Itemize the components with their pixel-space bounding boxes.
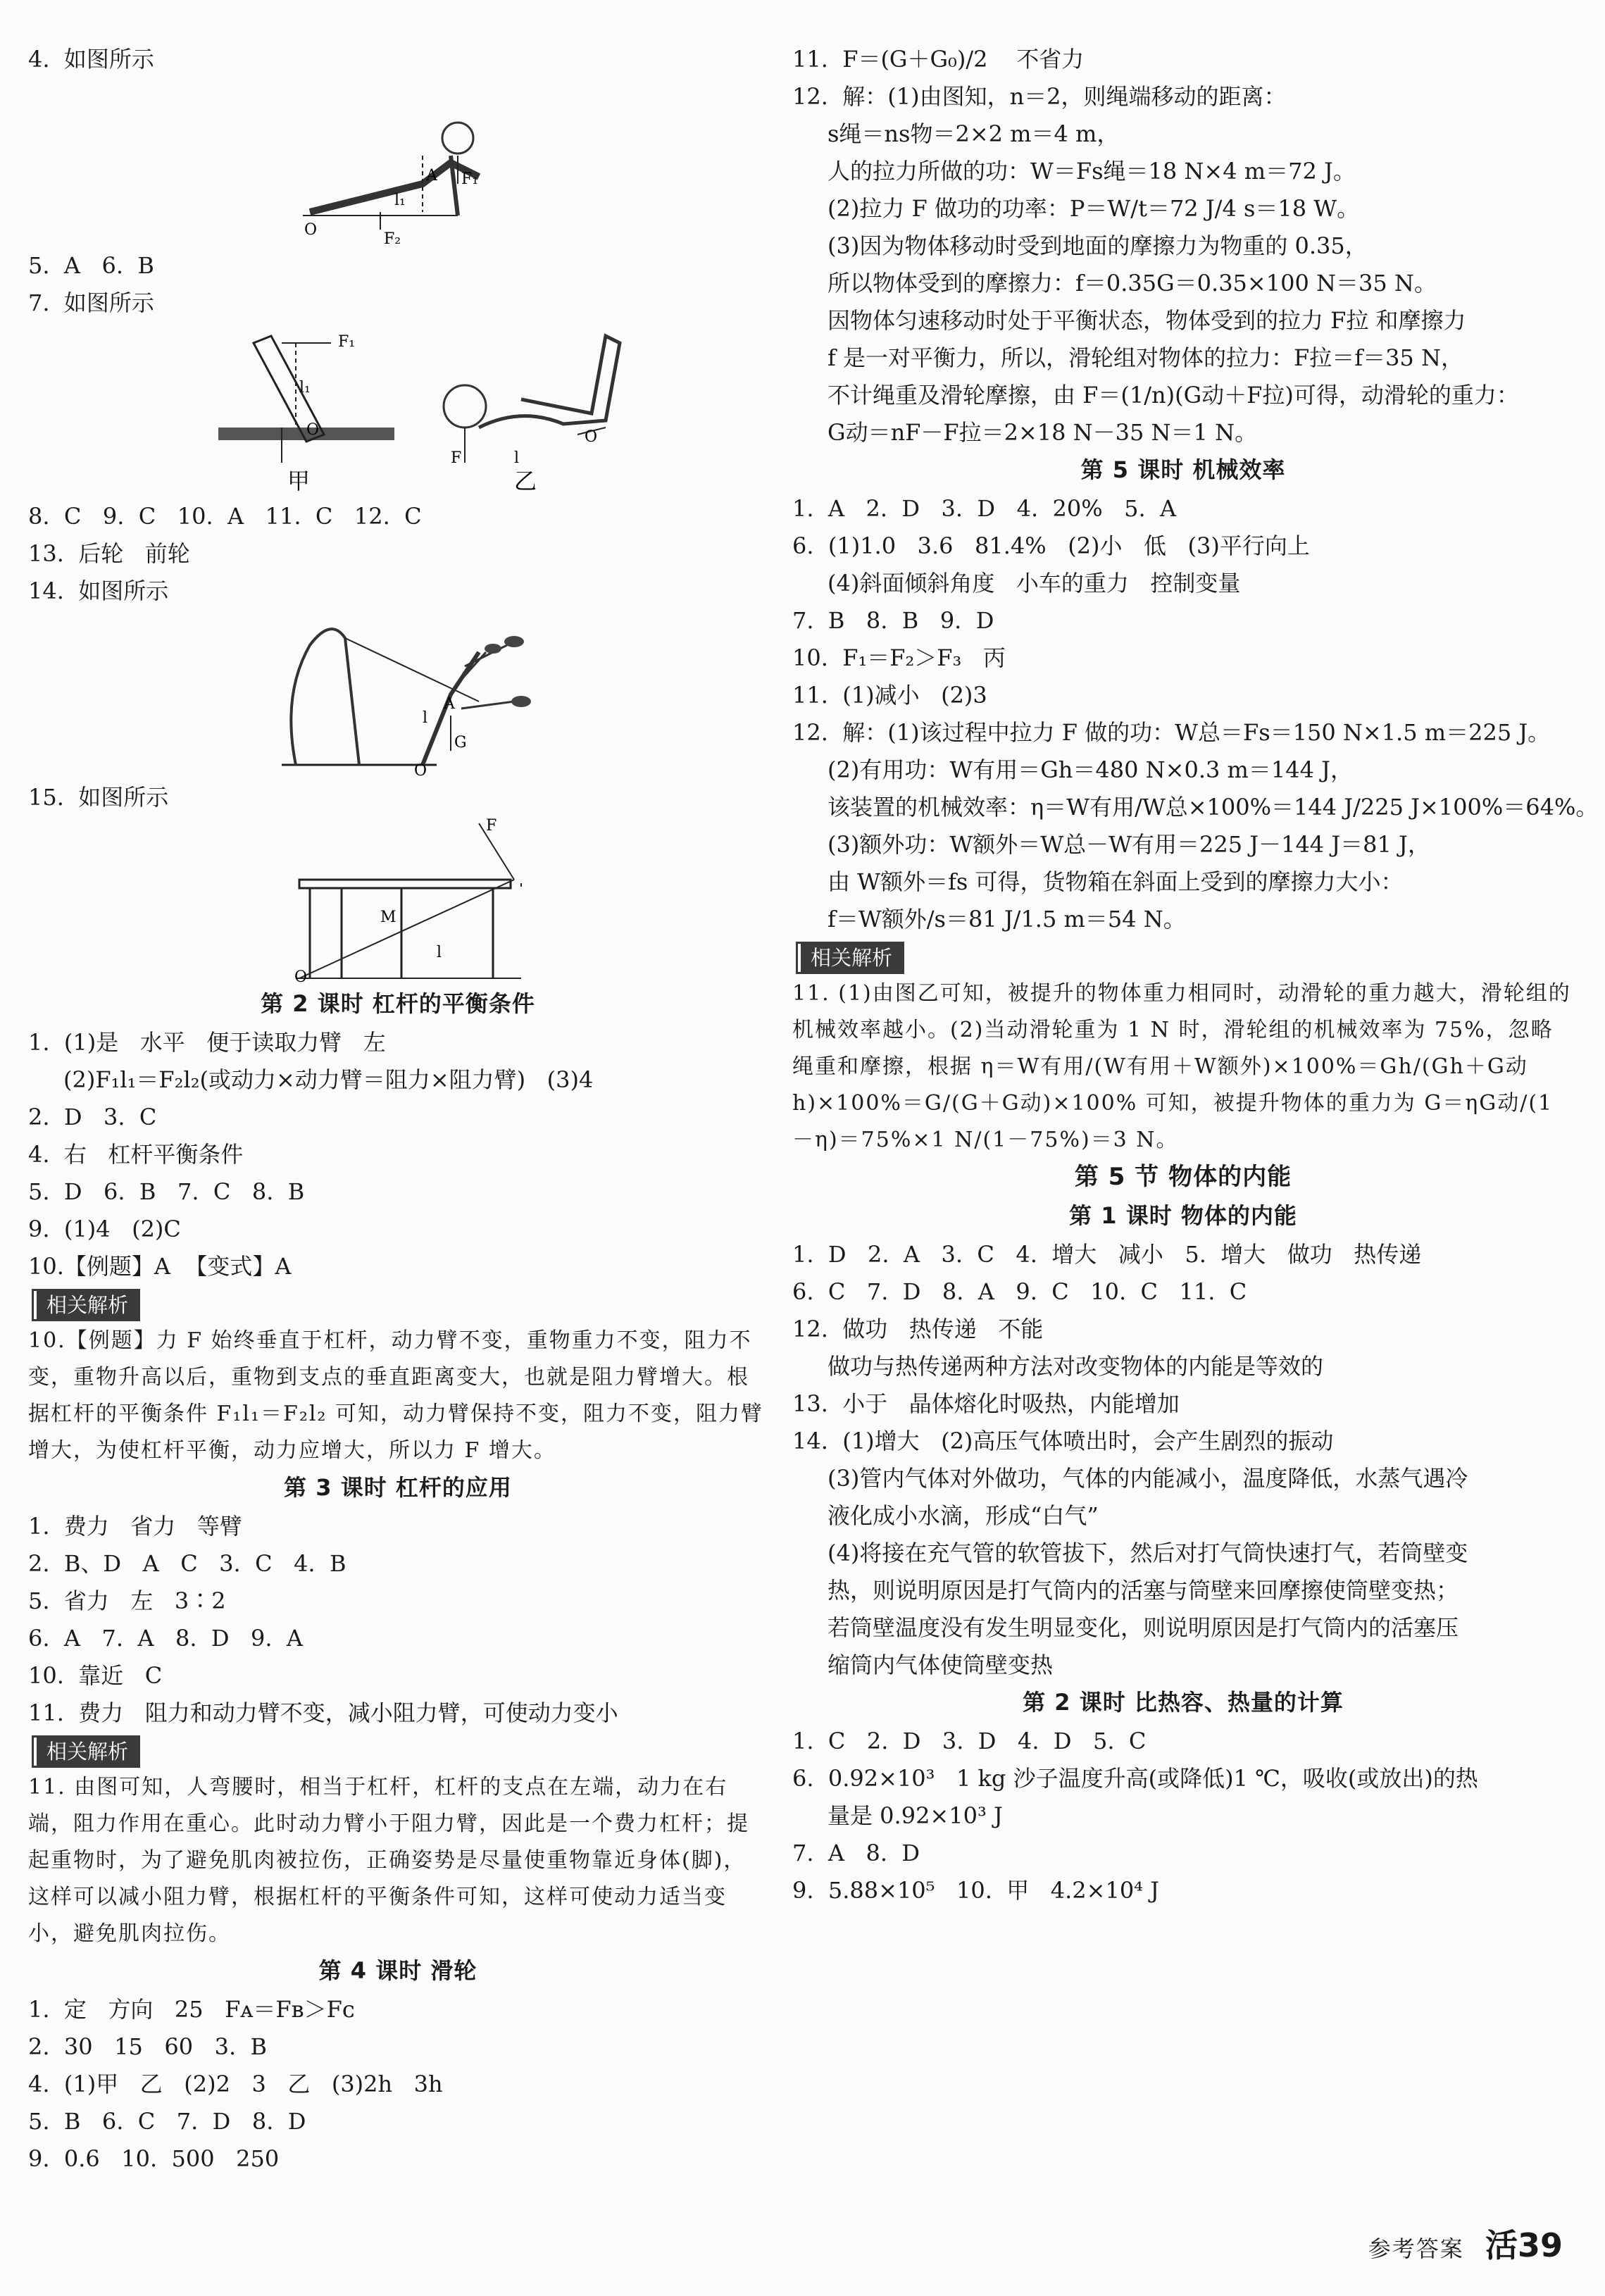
answer-line: 8. C 9. C 10. A 11. C 12. C [28, 503, 422, 530]
answer-line: (2)F₁l₁＝F₂l₂(或动力×动力臂＝阻力×阻力臂) (3)4 [63, 1066, 594, 1093]
answer-line: 2. D 3. C [28, 1104, 157, 1130]
answer-line: 14. (1)增大 (2)高压气体喷出时，会产生剧烈的振动 [792, 1428, 1334, 1454]
answer-line: 5. B 6. C 7. D 8. D [28, 2108, 306, 2135]
answer-line: 9. 5.88×10⁵ 10. 甲 4.2×10⁴ J [792, 1877, 1160, 1904]
answer-line: (4)斜面倾斜角度 小车的重力 控制变量 [828, 570, 1241, 597]
answer-line: (3)管内气体对外做功，气体的内能减小，温度降低，水蒸气遇冷 [828, 1465, 1468, 1492]
svg-text:F₁: F₁ [338, 333, 356, 351]
svg-text:O: O [304, 221, 318, 239]
svg-text:l₁: l₁ [299, 379, 311, 397]
svg-text:O: O [414, 762, 427, 780]
svg-text:l: l [514, 449, 520, 467]
answer-line: 15. 如图所示 [28, 784, 169, 811]
svg-text:O: O [585, 428, 598, 446]
answer-line: 5. A 6. B [28, 252, 154, 279]
answer-line: f 是一对平衡力，所以，滑轮组对物体的拉力：F拉＝f＝35 N， [828, 344, 1463, 371]
section-heading: 第 3 课时 杠杆的应用 [284, 1474, 512, 1501]
answer-line: 10.【例题】A 【变式】A [28, 1253, 292, 1280]
svg-text:A: A [426, 167, 437, 185]
svg-text:F: F [486, 817, 497, 835]
answer-line: 人的拉力所做的功：W＝Fs绳＝18 N×4 m＝72 J。 [828, 158, 1356, 185]
answer-line: (3)额外功：W额外＝W总－W有用＝225 J－144 J＝81 J， [828, 831, 1430, 858]
answer-line: 7. A 8. D [792, 1840, 920, 1866]
answer-line: 10. 靠近 C [28, 1662, 163, 1689]
answer-line: 12. 做功 热传递 不能 [792, 1316, 1044, 1342]
answer-line: 11. (1)减小 (2)3 [792, 682, 987, 709]
analysis-text: 11. 由图可知，人弯腰时，相当于杠杆，杠杆的支点在左端，动力在右端，阻力作用在重心。此时动力臂小于阻力臂，因此是一个费力杠杆；提起重物时，为了避免肌肉被拉伤，正确姿势是尽量使重物靠近身体(脚)，这样可以减小阻力臂，根据杠杆的平衡条件可知，这样可使动力适当变小，避免肌肉拉伤。 [28, 1775, 749, 1946]
svg-text:M: M [380, 909, 396, 926]
analysis-tag: 相关解析 [34, 1291, 138, 1319]
answer-line: 1. C 2. D 3. D 4. D 5. C [792, 1728, 1147, 1754]
answer-line: 2. 30 15 60 3. B [28, 2033, 267, 2060]
answer-line: 12. 解：(1)由图知，n＝2，则绳端移动的距离： [792, 83, 1287, 110]
answer-line: 11. 费力 阻力和动力臂不变，减小阻力臂，可使动力变小 [28, 1699, 618, 1726]
answer-line: 2. B、D A C 3. C 4. B [28, 1550, 346, 1577]
answer-line: 液化成小水滴，形成“白气” [828, 1502, 1099, 1529]
answer-line: 所以物体受到的摩擦力：f＝0.35G＝0.35×100 N＝35 N。 [828, 270, 1437, 297]
svg-text:G: G [454, 734, 467, 751]
answer-line: 5. 省力 左 3∶2 [28, 1587, 226, 1614]
svg-text:F: F [451, 449, 462, 467]
answer-line: (3)因为物体移动时受到地面的摩擦力为物重的 0.35， [828, 232, 1368, 259]
figure-tree-lever [28, 610, 768, 779]
page-number: 活39 [1485, 2226, 1563, 2264]
answer-line: 13. 小于 晶体熔化时吸热，内能增加 [792, 1390, 1180, 1417]
answer-line: 缩筒内气体使筒壁变热 [828, 1652, 1054, 1678]
answer-line: 4. 右 杠杆平衡条件 [28, 1141, 244, 1168]
answer-line: 4. (1)甲 乙 (2)2 3 乙 (3)2h 3h [28, 2071, 443, 2097]
answer-line: G动＝nF－F拉＝2×18 N－35 N＝1 N。 [828, 419, 1258, 446]
svg-text:l: l [437, 944, 442, 961]
answer-line: s绳＝ns物＝2×2 m＝4 m， [828, 120, 1120, 147]
section-heading: 第 2 课时 杠杆的平衡条件 [261, 990, 535, 1017]
answer-line: 13. 后轮 前轮 [28, 540, 190, 567]
page-footer [1368, 2227, 1563, 2268]
section-heading: 第 1 课时 物体的内能 [1069, 1202, 1297, 1229]
answer-line: 6. A 7. A 8. D 9. A [28, 1625, 304, 1652]
answer-line: 6. (1)1.0 3.6 81.4% (2)小 低 (3)平行向上 [792, 532, 1310, 559]
figure-table-lever [28, 816, 768, 985]
answer-line: 1. D 2. A 3. C 4. 增大 减小 5. 增大 做功 热传递 [792, 1241, 1422, 1268]
svg-text:l₁: l₁ [394, 192, 406, 209]
answer-line: 1. (1)是 水平 便于读取力臂 左 [28, 1029, 386, 1056]
answer-line: 若筒壁温度没有发生明显变化，则说明原因是打气筒内的活塞压 [828, 1614, 1459, 1641]
answer-line: 做功与热传递两种方法对改变物体的内能是等效的 [828, 1353, 1324, 1380]
left-column [28, 41, 768, 2178]
section-heading: 第 5 节 物体的内能 [1074, 1163, 1292, 1191]
figure-lever-jia-yi [28, 322, 768, 498]
answer-line: 4. 如图所示 [28, 46, 154, 73]
section-heading: 第 4 课时 滑轮 [318, 1957, 477, 1984]
answer-line: 7. B 8. B 9. D [792, 607, 994, 634]
answer-line: (4)将接在充气管的软管拔下，然后对打气筒快速打气，若筒壁变 [828, 1540, 1468, 1566]
section-heading: 第 2 课时 比热容、热量的计算 [1023, 1689, 1344, 1716]
footer-label: 参考答案 [1368, 2235, 1464, 2262]
answer-line: 不计绳重及滑轮摩擦，由 F＝(1/n)(G动＋F拉)可得，动滑轮的重力： [828, 382, 1519, 408]
answer-line: 该装置的机械效率：η＝W有用/W总×100%＝144 J/225 J×100%＝64%。 [828, 794, 1599, 821]
answer-line: 9. (1)4 (2)C [28, 1216, 181, 1242]
analysis-text: 10.【例题】力 F 始终垂直于杠杆，动力臂不变，重物重力不变，阻力不变，重物升高以后，重物到支点的垂直距离变大，也就是阻力臂增大。根据杠杆的平衡条件 F₁l₁＝F₂l₂ 可知，动力臂保持不变，阻力不变，阻力臂增大，为使杠杆平衡，动力应增大，所以力 F 增大。 [28, 1328, 763, 1463]
answer-line: 7. 如图所示 [28, 289, 154, 316]
svg-text:A: A [444, 695, 455, 713]
svg-text:O: O [306, 421, 320, 439]
answer-line: 6. 0.92×10³ 1 kg 沙子温度升高(或降低)1 ℃，吸收(或放出)的热 [792, 1765, 1478, 1792]
answer-line: 12. 解：(1)该过程中拉力 F 做的功：W总＝Fs＝150 N×1.5 m＝225 J。 [792, 719, 1551, 746]
figure-pushup [28, 78, 768, 247]
answer-line: (2)有用功：W有用＝Gh＝480 N×0.3 m＝144 J， [828, 756, 1353, 783]
svg-text:F₂: F₂ [384, 230, 401, 248]
answer-line: 11. F＝(G＋G₀)/2 不省力 [792, 46, 1085, 73]
answer-line: 量是 0.92×10³ J [828, 1802, 1003, 1829]
analysis-tag: 相关解析 [34, 1737, 138, 1766]
svg-text:F₁: F₁ [461, 170, 479, 188]
answer-line: 由 W额外＝fs 可得，货物箱在斜面上受到的摩擦力大小： [828, 868, 1404, 895]
answer-line: 热，则说明原因是打气筒内的活塞与筒壁来回摩擦使筒壁变热； [828, 1577, 1459, 1604]
answer-line: 1. 定 方向 25 Fᴀ＝Fʙ＞Fᴄ [28, 1996, 355, 2023]
answer-line: f＝W额外/s＝81 J/1.5 m＝54 N。 [828, 906, 1186, 932]
section-heading: 第 5 课时 机械效率 [1080, 456, 1286, 483]
figure-label-yi: 乙 [514, 468, 537, 494]
answer-line: 6. C 7. D 8. A 9. C 10. C 11. C [792, 1278, 1247, 1305]
analysis-tag: 相关解析 [798, 944, 902, 972]
figure-label-jia: 甲 [287, 468, 311, 494]
svg-text:l: l [423, 709, 428, 727]
answer-line: 5. D 6. B 7. C 8. B [28, 1178, 305, 1205]
right-column [792, 41, 1599, 1909]
answer-line: 10. F₁＝F₂＞F₃ 丙 [792, 644, 1006, 671]
analysis-text: 11. (1)由图乙可知，被提升的物体重力相同时，动滑轮的重力越大，滑轮组的机械效率越小。(2)当动滑轮重为 1 N 时，滑轮组的机械效率为 75%，忽略绳重和摩擦，根据 η＝W有用/(W有用＋W额外)×100%＝Gh/(Gh＋G动h)×100%＝G/(G＋G动)×100% 可知，被提升物体的重力为 G＝ηG动/(1－η)＝75%×1 N/(1－75%)＝3 N。 [792, 981, 1571, 1152]
answer-line: 因物体匀速移动时处于平衡状态，物体受到的拉力 F拉 和摩擦力 [828, 307, 1466, 334]
answer-line: 14. 如图所示 [28, 578, 169, 604]
svg-text:O: O [294, 968, 308, 986]
answer-line: 9. 0.6 10. 500 250 [28, 2145, 280, 2172]
answer-line: (2)拉力 F 做功的功率：P＝W/t＝72 J/4 s＝18 W。 [828, 195, 1360, 222]
answer-line: 1. A 2. D 3. D 4. 20% 5. A [792, 495, 1177, 522]
answer-line: 1. 费力 省力 等臂 [28, 1513, 242, 1540]
